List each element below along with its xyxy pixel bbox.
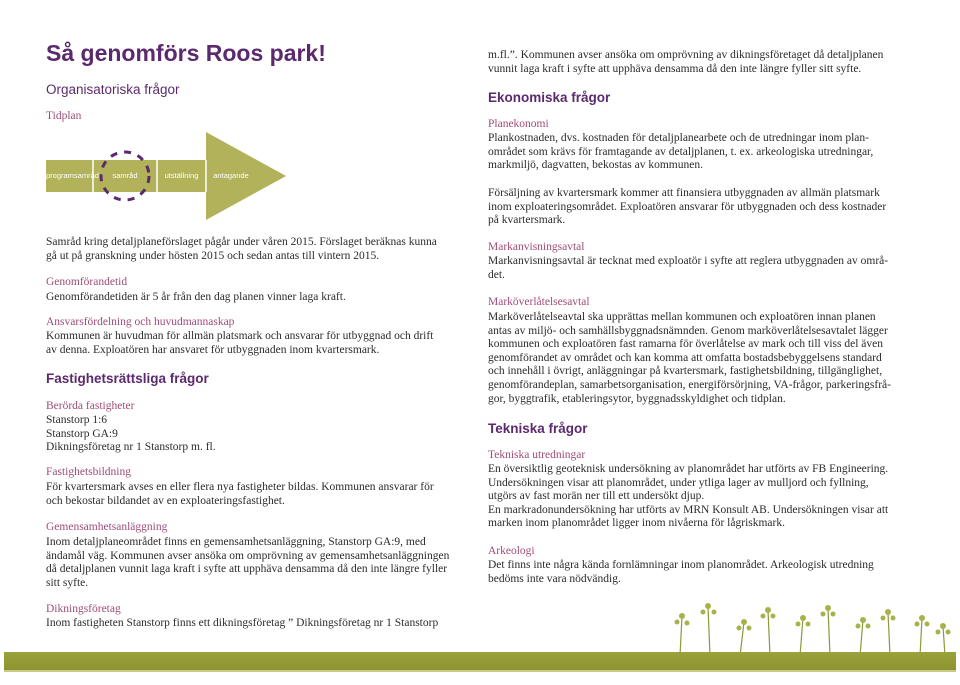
berorda-list: Stanstorp 1:6 Stanstorp GA:9 Dikningsföretag nr 1 Stanstorp m. fl. (46, 414, 216, 454)
dikning-heading: Dikningsföretag (46, 603, 121, 615)
footer-bar (4, 652, 956, 670)
org-heading: Organisatoriska frågor (46, 82, 180, 97)
tidplan-heading: Tidplan (46, 110, 82, 122)
process-diagram (46, 128, 286, 224)
genomforandetid-paragraph: Genomförandetiden är 5 år från den dag planen vinner laga kraft. (46, 291, 346, 303)
forsaljning-paragraph: Försäljning av kvartersmark kommer att finansiera utbyggnaden av allmän platsmark inom exploateringsområdet. Exploatören ansvarar för utbyggnaden och dess kostnader på kvartersmark. (488, 187, 887, 227)
footer-line (4, 670, 956, 672)
dikning-continued-paragraph: m.fl.”. Kommunen avser ansöka om omprövning av dikningsföretaget då detaljplanen vunnit laga kraft i syfte att upphäva densamma då den inte längre fyller sitt syfte. (488, 49, 884, 75)
markanvisning-paragraph: Markanvisningsavtal är tecknat med exploatör i syfte att reglera utbyggnaden av områ- det. (488, 255, 889, 281)
step-samrad: samråd (112, 171, 138, 180)
step-antagande: antagande (213, 171, 249, 180)
ekonomi-heading: Ekonomiska frågor (488, 90, 611, 105)
fastighetsbildning-paragraph: För kvartersmark avses en eller flera nya fastigheter bildas. Kommunen ansvarar för och bekostar bildandet av en exploateringsfastighet. (46, 481, 434, 507)
tekniska-utredningar-heading: Tekniska utredningar (488, 449, 586, 461)
samrad-paragraph: Samråd kring detaljplaneförslaget pågår under våren 2015. Förslaget beräknas kunna gå ut på granskning under hösten 2015 och sedan antas till vintern 2015. (46, 236, 437, 262)
arkeologi-paragraph: Det finns inte några kända fornlämningar inom planområdet. Arkeologisk utredning bedöms inte vara nödvändig. (488, 559, 874, 585)
planekonomi-paragraph: Plankostnaden, dvs. kostnaden för detaljplanearbete och de utredningar inom plan- området som krävs för framtagande av detaljplanen, t. ex. arkeologiska utredningar, markmiljö, dagvatten, bekostas av kommunen. (488, 132, 874, 172)
step-utstallning: utställning (164, 171, 199, 180)
markoverlatelse-paragraph: Marköverlåtelseavtal ska upprättas mellan kommunen och exploatören innan planen antas av miljö- och samhällsbyggnadsnämnden. Genom marköverlåtelsesavtalet lägger kommunen och exploatören fast ramarna för överlåtelse av mark och till viss del även genomförandet av området och kan komma att omfatta bostadsbebyggelsens standard och innehåll i övrigt, anläggningar på kvartersmark, fastighetsbildning, tillgänglighet, genomförandeplan, samarbetsorganisation, energiförsörjning, VA-frågor, parkeringsfrå- gor, byggtrafik, etableringsytor, byggnadsskyldighet och tidplan. (488, 311, 891, 405)
fastighet-heading: Fastighetsrättsliga frågor (46, 371, 209, 386)
tekniska-utredningar-paragraph: En översiktlig geoteknisk undersökning av planområdet har utförts av FB Engineering. Undersökningen visar att planområdet, under ytliga lager av mulljord och fyllning, utgörs av fast morän ner till ett undersökt djup. En markradonundersökning har utförts av MRN Konsult AB. Undersökningen visar att marken inom planområdet ligger inom nivåerna för lågriskmark. (488, 463, 889, 530)
flower-decoration-icon (660, 596, 960, 656)
step-programsamrad: programsamråd (46, 171, 99, 180)
ansvar-paragraph: Kommunen är huvudman för allmän platsmark och ansvarar för utbyggnad och drift av denna. Exploatören har ansvaret för utbyggnaden inom kvartersmark. (46, 330, 434, 356)
fastighetsbildning-heading: Fastighetsbildning (46, 466, 131, 478)
page-title: Så genomförs Roos park! (46, 40, 326, 66)
markoverlatelse-heading: Marköverlåtelsesavtal (488, 296, 590, 308)
gemensam-paragraph: Inom detaljplaneområdet finns en gemensamhetsanläggning, Stanstorp GA:9, med ändamål väg. Kommunen avser ansöka om omprövning av gemensamhetsanläggningen då detaljplanen vunnit laga kraft i syfte att upphäva densamma då den inte längre fyller sitt syfte. (46, 536, 450, 589)
genomforandetid-heading: Genomförandetid (46, 276, 128, 288)
berorda-heading: Berörda fastigheter (46, 400, 135, 412)
tekniska-heading: Tekniska frågor (488, 421, 588, 436)
planekonomi-heading: Planekonomi (488, 118, 549, 130)
ansvar-heading: Ansvarsfördelning och huvudmannaskap (46, 316, 235, 328)
markanvisning-heading: Markanvisningsavtal (488, 241, 585, 253)
dikning-paragraph: Inom fastigheten Stanstorp finns ett dikningsföretag ” Dikningsföretag nr 1 Stanstorp (46, 617, 439, 629)
gemensam-heading: Gemensamhetsanläggning (46, 521, 168, 533)
arkeologi-heading: Arkeologi (488, 545, 535, 557)
